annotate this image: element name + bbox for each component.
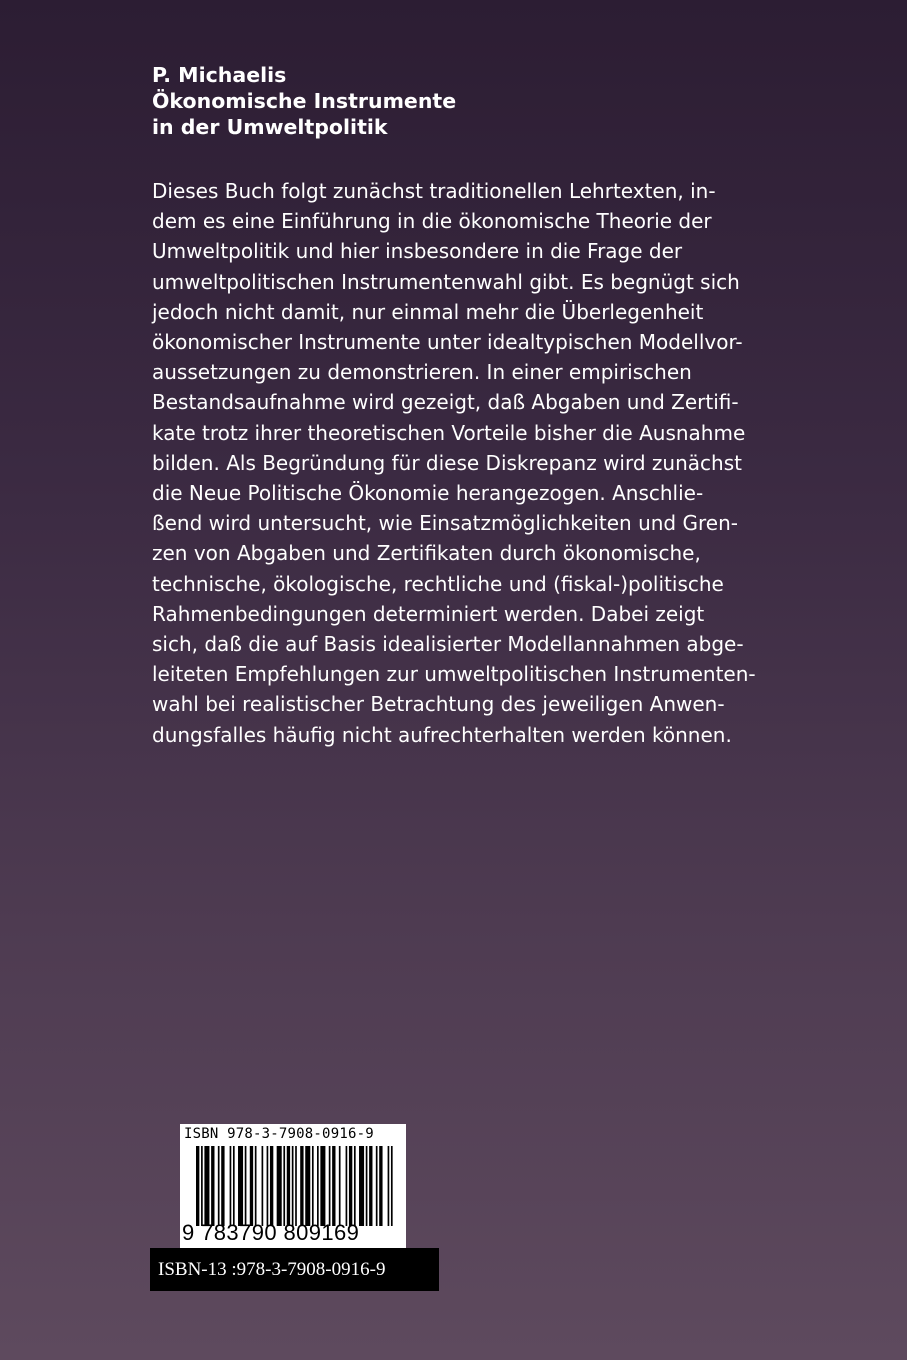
description-line: wahl bei realistischer Betrachtung des jeweiligen Anwen- — [152, 692, 725, 717]
description-line: umweltpolitischen Instrumentenwahl gibt. Es begnügt sich — [152, 269, 740, 294]
barcode-bar — [233, 1146, 235, 1226]
description-line: ßend wird untersucht, wie Einsatzmöglichkeiten und Gren- — [152, 511, 738, 536]
barcode-bar — [292, 1146, 294, 1226]
book-title-line-1: Ökonomische Instrumente — [152, 89, 457, 113]
barcode-bar — [255, 1146, 257, 1226]
barcode-bars-graphic — [196, 1146, 396, 1226]
barcode-bar — [238, 1146, 243, 1226]
barcode-bar — [211, 1146, 214, 1226]
barcode-bar — [359, 1146, 364, 1226]
book-title-line-2: in der Umweltpolitik — [152, 115, 388, 139]
barcode-bar — [250, 1146, 253, 1226]
barcode-bar — [305, 1146, 310, 1226]
barcode-bar — [366, 1146, 368, 1226]
description-line: Umweltpolitik und hier insbesondere in die Frage der — [152, 239, 683, 264]
barcode-isbn-label: ISBN 978-3-7908-0916-9 — [184, 1126, 374, 1142]
barcode-bar — [277, 1146, 282, 1226]
barcode-bar — [218, 1146, 220, 1226]
description-line: kate trotz ihrer theoretischen Vorteile bisher die Ausnahme — [152, 420, 746, 445]
barcode-bar — [221, 1146, 224, 1226]
barcode-bar — [349, 1146, 352, 1226]
barcode-bar — [376, 1146, 378, 1226]
barcode-bar — [230, 1146, 232, 1226]
author-name: P. Michaelis — [152, 63, 287, 87]
barcode-bar — [332, 1146, 335, 1226]
barcode-bar — [201, 1146, 203, 1226]
barcode-bar — [320, 1146, 325, 1226]
isbn-barcode — [180, 1124, 406, 1248]
description-line: Dieses Buch folgt zunächst traditionellen Lehrtexten, in- — [152, 179, 716, 203]
barcode-bar — [267, 1146, 269, 1226]
barcode-bar — [196, 1146, 199, 1226]
barcode-digits: 9 783790 809169 — [182, 1220, 360, 1245]
barcode-bar — [312, 1146, 314, 1226]
barcode-bar — [300, 1146, 303, 1226]
barcode-bar — [329, 1146, 331, 1226]
description-line: zen von Abgaben und Zertifikaten durch ökonomische, — [152, 541, 701, 566]
barcode-bar — [379, 1146, 382, 1226]
book-description — [152, 176, 772, 750]
description-line: dungsfalles häufig nicht aufrechterhalten werden können. — [152, 722, 732, 747]
barcode-bar — [204, 1146, 209, 1226]
description-line: technische, ökologische, rechtliche und (fiskal-)politische — [152, 571, 724, 596]
barcode-bar — [287, 1146, 290, 1226]
isbn-13-label: ISBN-13 :978-3-7908-0916-9 — [150, 1248, 439, 1291]
barcode-bar — [391, 1146, 393, 1226]
description-line: Bestandsaufnahme wird gezeigt, daß Abgaben und Zertifi- — [152, 390, 739, 415]
description-line: jedoch nicht damit, nur einmal mehr die Überlegenheit — [152, 299, 704, 324]
barcode-bar — [354, 1146, 356, 1226]
book-header — [152, 62, 456, 140]
barcode-bar — [283, 1146, 285, 1226]
barcode-bar — [262, 1146, 264, 1226]
barcode-bar — [245, 1146, 247, 1226]
description-line: dem es eine Einführung in die ökonomische Theorie der — [152, 209, 712, 234]
description-line: die Neue Politische Ökonomie herangezogen. Anschlie- — [152, 481, 704, 506]
description-line: aussetzungen zu demonstrieren. In einer empirischen — [152, 360, 692, 385]
barcode-bar — [270, 1146, 273, 1226]
barcode-bar — [339, 1146, 341, 1226]
barcode-bar — [388, 1146, 390, 1226]
barcode-bar — [295, 1146, 297, 1226]
barcode-bar — [317, 1146, 319, 1226]
description-line: sich, daß die auf Basis idealisierter Modellannahmen abge- — [152, 632, 744, 657]
description-line: Rahmenbedingungen determiniert werden. Dabei zeigt — [152, 601, 705, 626]
description-line: ökonomischer Instrumente unter idealtypischen Modellvor- — [152, 330, 743, 355]
barcode-bar — [346, 1146, 348, 1226]
description-line: bilden. Als Begründung für diese Diskrepanz wird zunächst — [152, 450, 742, 475]
barcode-bar — [369, 1146, 372, 1226]
description-line: leiteten Empfehlungen zur umweltpolitischen Instrumenten- — [152, 662, 756, 687]
